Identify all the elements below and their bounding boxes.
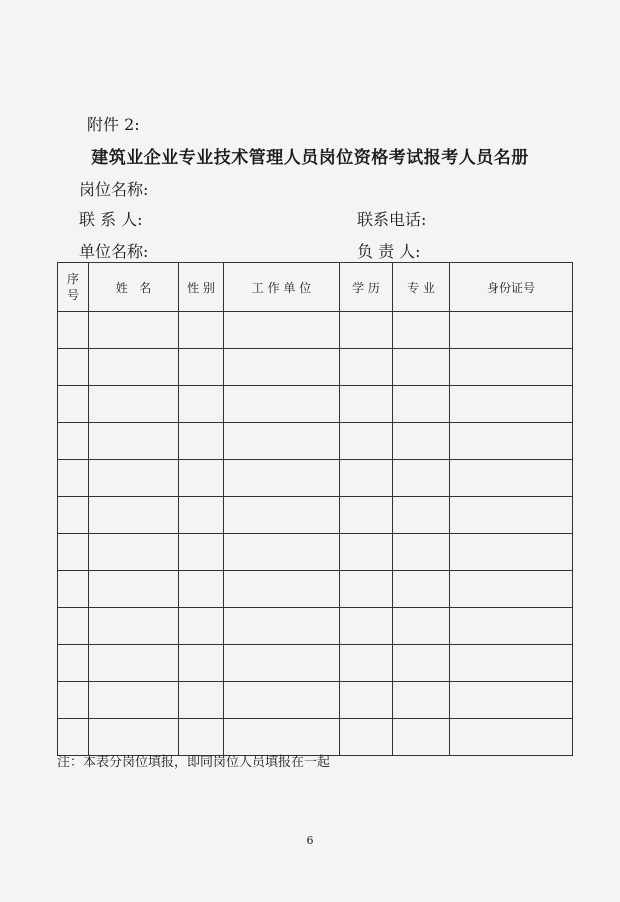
table-cell xyxy=(450,386,573,423)
table-cell xyxy=(224,497,340,534)
table-cell xyxy=(340,423,393,460)
table-cell xyxy=(340,645,393,682)
table-cell xyxy=(450,534,573,571)
table-cell xyxy=(89,349,179,386)
table-cell xyxy=(179,571,224,608)
table-cell xyxy=(58,349,89,386)
table-cell xyxy=(393,534,450,571)
person-in-charge-field: 负 责 人: xyxy=(357,242,421,261)
table-cell xyxy=(58,608,89,645)
table-row xyxy=(58,534,573,571)
table-cell xyxy=(89,312,179,349)
table-cell xyxy=(450,312,573,349)
table-row xyxy=(58,349,573,386)
table-cell xyxy=(179,386,224,423)
table-cell xyxy=(58,312,89,349)
table-cell xyxy=(58,719,89,756)
contact-phone-field: 联系电话: xyxy=(357,210,427,229)
table-cell xyxy=(58,386,89,423)
table-cell xyxy=(224,423,340,460)
table-cell xyxy=(393,312,450,349)
table-cell xyxy=(89,534,179,571)
table-cell xyxy=(340,719,393,756)
unit-name-field: 单位名称: xyxy=(79,242,149,261)
table-cell xyxy=(340,571,393,608)
table-cell xyxy=(340,608,393,645)
table-cell xyxy=(393,349,450,386)
table-row xyxy=(58,497,573,534)
table-cell xyxy=(340,312,393,349)
page-number: 6 xyxy=(306,834,314,847)
table-cell xyxy=(179,608,224,645)
table-cell xyxy=(179,719,224,756)
table-cell xyxy=(393,423,450,460)
table-cell xyxy=(224,534,340,571)
table-cell xyxy=(340,497,393,534)
table-cell xyxy=(393,497,450,534)
col-header-work-unit: 工 作 单 位 xyxy=(224,263,340,312)
table-cell xyxy=(224,386,340,423)
col-header-education: 学 历 xyxy=(340,263,393,312)
col-header-id-number: 身份证号 xyxy=(450,263,573,312)
table-cell xyxy=(393,682,450,719)
table-cell xyxy=(89,719,179,756)
table-cell xyxy=(450,497,573,534)
table-cell xyxy=(58,534,89,571)
table-cell xyxy=(224,608,340,645)
table-cell xyxy=(224,645,340,682)
table-row xyxy=(58,645,573,682)
table-cell xyxy=(224,571,340,608)
col-header-gender: 性 别 xyxy=(179,263,224,312)
table-cell xyxy=(450,682,573,719)
table-cell xyxy=(450,423,573,460)
footnote: 注：本表分岗位填报，即同岗位人员填报在一起 xyxy=(57,755,331,770)
table-row xyxy=(58,386,573,423)
table-cell xyxy=(89,608,179,645)
table-cell xyxy=(89,645,179,682)
roster-table-body xyxy=(58,312,573,756)
document-title: 建筑业企业专业技术管理人员岗位资格考试报考人员名册 xyxy=(91,148,529,168)
table-cell xyxy=(393,608,450,645)
table-cell xyxy=(450,349,573,386)
table-cell xyxy=(340,460,393,497)
table-cell xyxy=(393,719,450,756)
table-cell xyxy=(340,386,393,423)
table-row xyxy=(58,460,573,497)
table-cell xyxy=(58,645,89,682)
table-cell xyxy=(179,645,224,682)
table-cell xyxy=(450,608,573,645)
table-cell xyxy=(89,497,179,534)
table-cell xyxy=(340,349,393,386)
table-row xyxy=(58,312,573,349)
table-row xyxy=(58,423,573,460)
table-cell xyxy=(179,460,224,497)
table-cell xyxy=(393,386,450,423)
table-cell xyxy=(179,423,224,460)
col-header-major: 专 业 xyxy=(393,263,450,312)
table-cell xyxy=(58,423,89,460)
col-header-seq: 序 号 xyxy=(58,263,89,312)
annex-label: 附件 2: xyxy=(87,115,140,134)
table-cell xyxy=(224,719,340,756)
table-cell xyxy=(179,534,224,571)
table-cell xyxy=(89,423,179,460)
table-row xyxy=(58,571,573,608)
table-cell xyxy=(450,571,573,608)
table-cell xyxy=(89,682,179,719)
table-cell xyxy=(393,460,450,497)
table-cell xyxy=(58,571,89,608)
table-cell xyxy=(224,312,340,349)
table-row xyxy=(58,682,573,719)
table-row xyxy=(58,719,573,756)
table-header-row xyxy=(58,263,573,312)
table-cell xyxy=(393,645,450,682)
table-cell xyxy=(89,460,179,497)
table-cell xyxy=(224,460,340,497)
table-cell xyxy=(340,534,393,571)
table-cell xyxy=(224,349,340,386)
table-cell xyxy=(179,349,224,386)
table-cell xyxy=(450,719,573,756)
table-cell xyxy=(58,497,89,534)
contact-person-field: 联 系 人: xyxy=(79,210,143,229)
table-cell xyxy=(450,645,573,682)
roster-table xyxy=(57,262,573,756)
table-cell xyxy=(58,460,89,497)
table-cell xyxy=(179,682,224,719)
table-row xyxy=(58,608,573,645)
table-cell xyxy=(179,497,224,534)
table-cell xyxy=(58,682,89,719)
table-cell xyxy=(89,571,179,608)
table-cell xyxy=(224,682,340,719)
table-cell xyxy=(340,682,393,719)
table-cell xyxy=(450,460,573,497)
table-cell xyxy=(89,386,179,423)
table-cell xyxy=(179,312,224,349)
col-header-name: 姓 名 xyxy=(89,263,179,312)
table-cell xyxy=(393,571,450,608)
post-name-field: 岗位名称: xyxy=(79,180,149,199)
